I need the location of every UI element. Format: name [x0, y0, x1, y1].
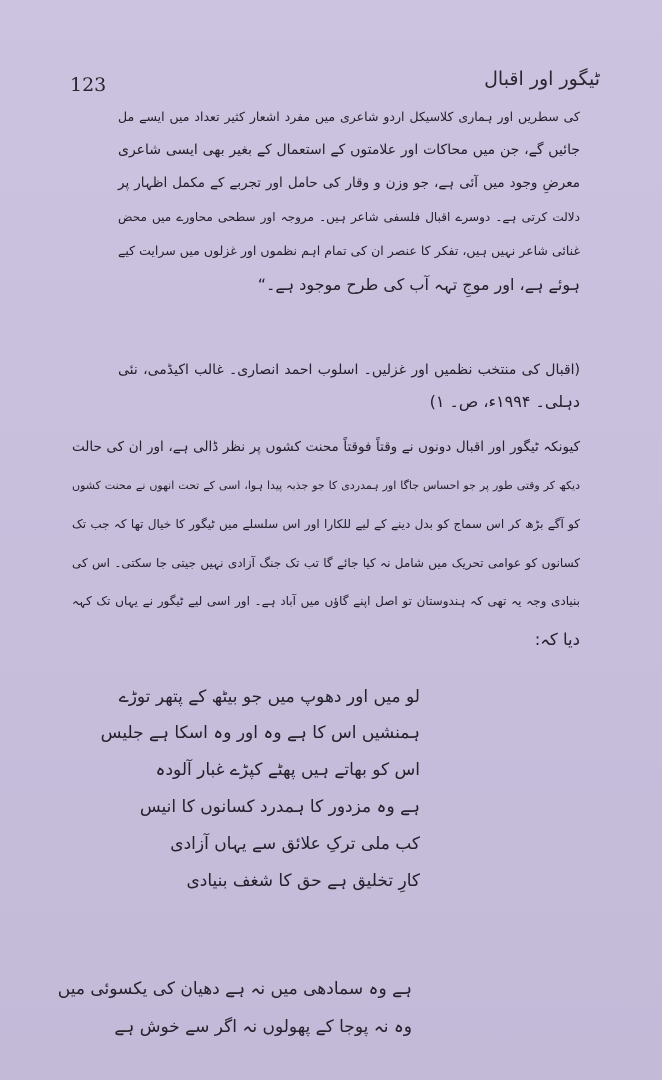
body-line: دیکھ کر وقتی طور پر جو احساس جاگا اور ہمدردی کا جو جذبہ پیدا ہوا، اسی کے تحت انھوں نے محنت کشوں [72, 478, 580, 492]
body-line: کیونکہ ٹیگور اور اقبال دونوں نے وقتاً فوقتاً محنت کشوں پر نظر ڈالی ہے، اور ان کی حالت [72, 439, 580, 455]
citation-line: (اقبال کی منتخب نظمیں اور غزلیں۔ اسلوب احمد انصاری۔ غالب اکیڈمی، نئی [118, 362, 580, 378]
quoted-passage [118, 100, 580, 301]
body-line: کو آگے بڑھ کر اس سماج کو بدل دینے کے لیے للکارا اور اس سلسلے میں ٹیگور کا خیال تھا کہ جب تک [72, 517, 580, 531]
citation [118, 355, 580, 417]
quote-line: ہوئے ہے، اور موجِ تہہ آب کی طرح موجود ہے۔“ [257, 274, 580, 294]
page-number: 123 [70, 74, 107, 96]
poem-line: وہ نہ پوجا کے پھولوں نہ اگر سے خوش ہے [114, 1017, 412, 1037]
poem-line: ہمنشیں اس کا ہے وہ اور وہ اسکا ہے جلیس [100, 723, 420, 743]
body-line: کسانوں کو عوامی تحریک میں شامل نہ کیا جائے گا تب تک جنگ آزادی نہیں جیتی جا سکتی۔ اس کی [72, 555, 580, 570]
poem-line: ہے وہ مزدور کا ہمدرد کسانوں کا انیس [139, 797, 420, 817]
quote-line: غنائی شاعر نہیں ہیں، تفکر کا عنصر ان کی تمام اہم نظموں اور غزلوں میں سرایت کیے [118, 243, 580, 258]
poem-line: لو میں اور دھوپ میں جو بیٹھ کے پتھر توڑے [118, 687, 420, 707]
body-line: بنیادی وجہ یہ تھی کہ ہندوستان تو اصل اپنے گاؤں میں آباد ہے۔ اور اسی لیے ٹیگور نے یہاں تک کہہ [72, 594, 580, 608]
poem-line: کارِ تخلیق ہے حق کا شغف بنیادی [186, 871, 420, 891]
running-header: ٹیگور اور اقبال [484, 68, 600, 90]
poem-line: ہے وہ سمادھی میں نہ ہے دھیان کی یکسوئی میں [57, 979, 412, 999]
poem-line: کب ملی ترکِ علائق سے یہاں آزادی [170, 834, 420, 854]
quote-line: جائیں گے، جن میں محاکات اور علامتوں کے استعمال کے بغیر بھی ایسی شاعری [118, 141, 580, 158]
quote-line: معرضِ وجود میں آئی ہے، جو وزن و وقار کی حامل اور تجربے کے مکمل اظہار پر [118, 175, 580, 191]
body-line: دیا کہ: [534, 629, 580, 649]
quote-line: کی سطریں اور ہماری کلاسیکل اردو شاعری میں مفرد اشعار کثیر تعداد میں ایسے مل [118, 109, 580, 124]
citation-line: دہلی۔ ۱۹۹۴ء، ص۔ ۱) [429, 392, 580, 411]
quote-line: دلالت کرتی ہے۔ دوسرے اقبال فلسفی شاعر ہیں۔ مروجہ اور سطحی محاورے میں محض [118, 209, 580, 224]
poem-line: اس کو بھاتے ہیں پھٹے کپڑے غبار آلودہ [155, 760, 420, 780]
body-paragraph [72, 428, 580, 659]
